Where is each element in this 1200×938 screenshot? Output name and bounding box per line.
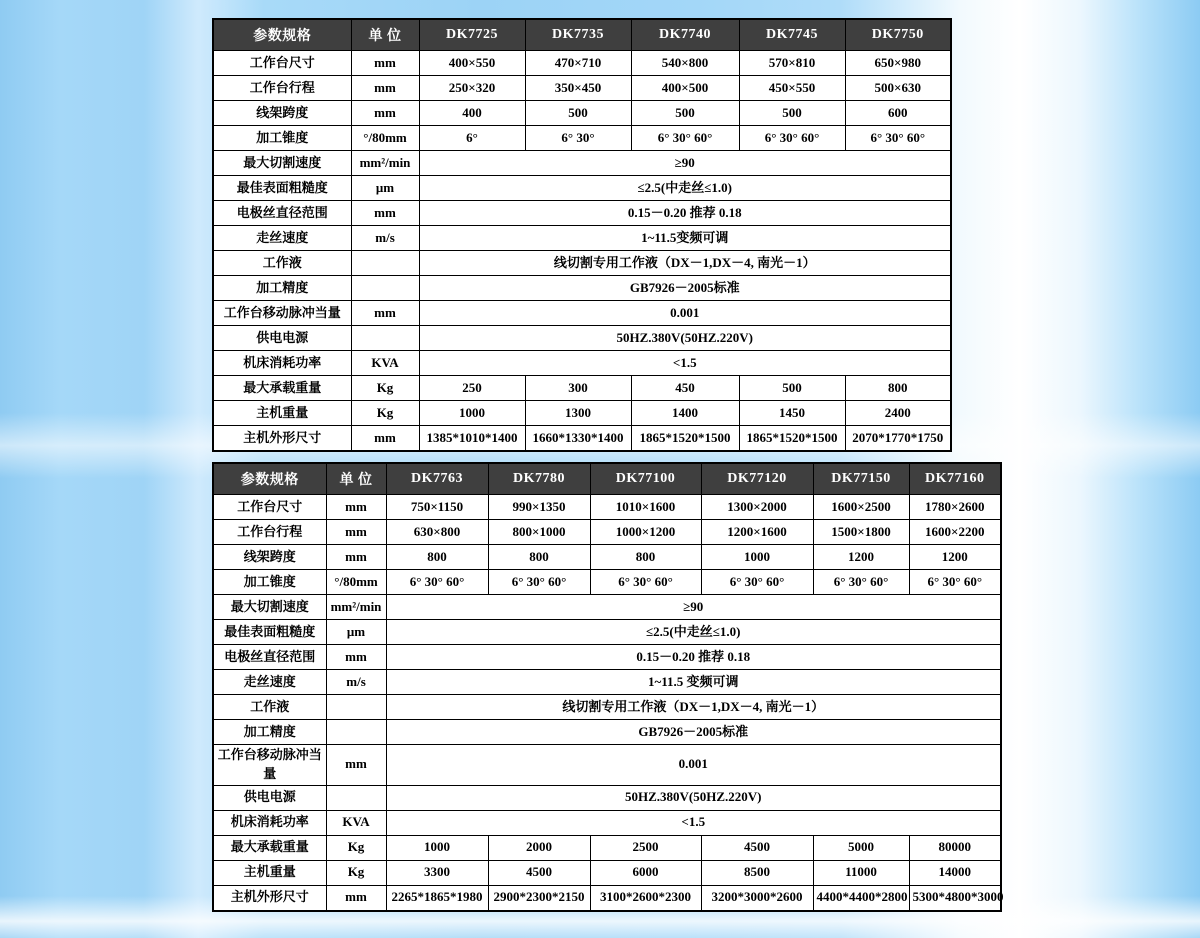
param-label-cell: 主机外形尺寸: [213, 426, 351, 452]
value-cell: 1010×1600: [590, 495, 701, 520]
value-cell: 2900*2300*2150: [488, 885, 590, 911]
model-header: DK7740: [631, 19, 739, 51]
model-header: DK77160: [909, 463, 1001, 495]
shared-value-cell: 0.15－0.20 推荐 0.18: [419, 201, 951, 226]
unit-cell: mm²/min: [326, 595, 386, 620]
value-cell: 500: [525, 101, 631, 126]
param-label-cell: 走丝速度: [213, 670, 326, 695]
unit-cell: mm: [351, 301, 419, 326]
param-label-cell: 主机外形尺寸: [213, 885, 326, 911]
spec-row: [213, 810, 1001, 835]
unit-cell: Kg: [351, 401, 419, 426]
value-cell: 6° 30° 60°: [909, 570, 1001, 595]
spec-row: [213, 570, 1001, 595]
value-cell: 6° 30° 60°: [845, 126, 951, 151]
value-cell: 600: [845, 101, 951, 126]
param-spec-header: 参数规格: [213, 463, 326, 495]
value-cell: 800: [386, 545, 488, 570]
value-cell: 6° 30° 60°: [590, 570, 701, 595]
unit-cell: mm²/min: [351, 151, 419, 176]
param-label-cell: 机床消耗功率: [213, 351, 351, 376]
value-cell: 1450: [739, 401, 845, 426]
unit-header: 单 位: [351, 19, 419, 51]
spec-row: [213, 251, 951, 276]
value-cell: 800: [845, 376, 951, 401]
shared-value-cell: ≥90: [419, 151, 951, 176]
param-spec-header: 参数规格: [213, 19, 351, 51]
spec-row: [213, 426, 951, 452]
value-cell: 1200×1600: [701, 520, 813, 545]
value-cell: 400: [419, 101, 525, 126]
spec-row: [213, 860, 1001, 885]
shared-value-cell: 0.001: [419, 301, 951, 326]
unit-cell: Kg: [326, 835, 386, 860]
value-cell: 800: [590, 545, 701, 570]
param-label-cell: 供电电源: [213, 326, 351, 351]
unit-cell: KVA: [351, 351, 419, 376]
value-cell: 4400*4400*2800: [813, 885, 909, 911]
param-label-cell: 电极丝直径范围: [213, 201, 351, 226]
unit-cell: mm: [351, 101, 419, 126]
param-label-cell: 最佳表面粗糙度: [213, 176, 351, 201]
value-cell: 1300: [525, 401, 631, 426]
param-label-cell: 加工精度: [213, 276, 351, 301]
spec-row: [213, 326, 951, 351]
param-label-cell: 工作台尺寸: [213, 495, 326, 520]
value-cell: 3100*2600*2300: [590, 885, 701, 911]
value-cell: 6° 30° 60°: [739, 126, 845, 151]
spec-row: [213, 785, 1001, 810]
spec-row: [213, 695, 1001, 720]
spec-row: [213, 401, 951, 426]
unit-cell: mm: [351, 51, 419, 76]
unit-cell: m/s: [351, 226, 419, 251]
value-cell: 250: [419, 376, 525, 401]
unit-cell: mm: [326, 645, 386, 670]
value-cell: 1780×2600: [909, 495, 1001, 520]
value-cell: 5300*4800*3000: [909, 885, 1001, 911]
param-label-cell: 电极丝直径范围: [213, 645, 326, 670]
shared-value-cell: ≤2.5(中走丝≤1.0): [386, 620, 1001, 645]
value-cell: 500×630: [845, 76, 951, 101]
model-header: DK77100: [590, 463, 701, 495]
unit-cell: KVA: [326, 810, 386, 835]
unit-cell: Kg: [326, 860, 386, 885]
value-cell: 4500: [701, 835, 813, 860]
spec-row: [213, 720, 1001, 745]
unit-cell: [326, 720, 386, 745]
shared-value-cell: GB7926－2005标准: [386, 720, 1001, 745]
param-label-cell: 工作液: [213, 251, 351, 276]
model-header: DK7750: [845, 19, 951, 51]
param-label-cell: 机床消耗功率: [213, 810, 326, 835]
value-cell: 6000: [590, 860, 701, 885]
shared-value-cell: ≤2.5(中走丝≤1.0): [419, 176, 951, 201]
spec-row: [213, 545, 1001, 570]
value-cell: 6° 30° 60°: [488, 570, 590, 595]
model-header: DK7780: [488, 463, 590, 495]
model-header: DK77150: [813, 463, 909, 495]
shared-value-cell: 50HZ.380V(50HZ.220V): [419, 326, 951, 351]
value-cell: 750×1150: [386, 495, 488, 520]
unit-cell: mm: [326, 745, 386, 786]
param-label-cell: 最大切割速度: [213, 595, 326, 620]
spec-row: [213, 76, 951, 101]
spec-row: [213, 226, 951, 251]
unit-header: 单 位: [326, 463, 386, 495]
value-cell: 8500: [701, 860, 813, 885]
value-cell: 2000: [488, 835, 590, 860]
spec-row: [213, 835, 1001, 860]
unit-cell: mm: [351, 76, 419, 101]
unit-cell: [351, 251, 419, 276]
value-cell: 1385*1010*1400: [419, 426, 525, 452]
spec-row: [213, 376, 951, 401]
spec-row: [213, 151, 951, 176]
spec-row: [213, 301, 951, 326]
spec-table-large-models: [212, 462, 1002, 912]
spec-row: [213, 495, 1001, 520]
unit-cell: °/80mm: [326, 570, 386, 595]
value-cell: 1600×2200: [909, 520, 1001, 545]
value-cell: 500: [739, 101, 845, 126]
spec-row: [213, 670, 1001, 695]
value-cell: 1200: [909, 545, 1001, 570]
spec-row: [213, 595, 1001, 620]
value-cell: 1660*1330*1400: [525, 426, 631, 452]
value-cell: 1865*1520*1500: [739, 426, 845, 452]
value-cell: 300: [525, 376, 631, 401]
value-cell: 1000×1200: [590, 520, 701, 545]
param-label-cell: 工作台移动脉冲当量: [213, 301, 351, 326]
unit-cell: mm: [351, 426, 419, 452]
unit-cell: [326, 695, 386, 720]
spec-row: [213, 620, 1001, 645]
spec-row: [213, 645, 1001, 670]
value-cell: 4500: [488, 860, 590, 885]
value-cell: 630×800: [386, 520, 488, 545]
param-label-cell: 主机重量: [213, 860, 326, 885]
value-cell: 540×800: [631, 51, 739, 76]
spec-row: [213, 520, 1001, 545]
unit-cell: [351, 276, 419, 301]
value-cell: 500: [631, 101, 739, 126]
value-cell: 3200*3000*2600: [701, 885, 813, 911]
spec-row: [213, 745, 1001, 786]
param-label-cell: 工作台移动脉冲当量: [213, 745, 326, 786]
model-header: DK7745: [739, 19, 845, 51]
value-cell: 6° 30° 60°: [701, 570, 813, 595]
value-cell: 1000: [701, 545, 813, 570]
value-cell: 350×450: [525, 76, 631, 101]
value-cell: 470×710: [525, 51, 631, 76]
spec-table-small-models: [212, 18, 952, 452]
value-cell: 6° 30° 60°: [813, 570, 909, 595]
unit-cell: m/s: [326, 670, 386, 695]
value-cell: 800×1000: [488, 520, 590, 545]
value-cell: 2265*1865*1980: [386, 885, 488, 911]
value-cell: 450: [631, 376, 739, 401]
shared-value-cell: <1.5: [419, 351, 951, 376]
model-header: DK7735: [525, 19, 631, 51]
spec-row: [213, 201, 951, 226]
param-label-cell: 加工锥度: [213, 570, 326, 595]
param-label-cell: 走丝速度: [213, 226, 351, 251]
shared-value-cell: 线切割专用工作液（DX－1,DX－4, 南光－1）: [419, 251, 951, 276]
spec-row: [213, 885, 1001, 911]
value-cell: 3300: [386, 860, 488, 885]
unit-cell: mm: [326, 520, 386, 545]
shared-value-cell: 0.15－0.20 推荐 0.18: [386, 645, 1001, 670]
unit-cell: mm: [326, 885, 386, 911]
param-label-cell: 最大承载重量: [213, 376, 351, 401]
spec-row: [213, 126, 951, 151]
shared-value-cell: ≥90: [386, 595, 1001, 620]
param-label-cell: 线架跨度: [213, 545, 326, 570]
param-label-cell: 工作台行程: [213, 520, 326, 545]
unit-cell: [326, 785, 386, 810]
param-label-cell: 线架跨度: [213, 101, 351, 126]
model-header: DK7725: [419, 19, 525, 51]
unit-cell: mm: [326, 545, 386, 570]
param-label-cell: 最大切割速度: [213, 151, 351, 176]
param-label-cell: 最佳表面粗糙度: [213, 620, 326, 645]
value-cell: 1300×2000: [701, 495, 813, 520]
value-cell: 2070*1770*1750: [845, 426, 951, 452]
spec-row: [213, 51, 951, 76]
unit-cell: μm: [351, 176, 419, 201]
value-cell: 1400: [631, 401, 739, 426]
value-cell: 250×320: [419, 76, 525, 101]
value-cell: 1000: [386, 835, 488, 860]
value-cell: 6° 30° 60°: [386, 570, 488, 595]
unit-cell: mm: [326, 495, 386, 520]
spec-row: [213, 276, 951, 301]
value-cell: 500: [739, 376, 845, 401]
value-cell: 6°: [419, 126, 525, 151]
unit-cell: Kg: [351, 376, 419, 401]
value-cell: 6° 30°: [525, 126, 631, 151]
shared-value-cell: <1.5: [386, 810, 1001, 835]
value-cell: 650×980: [845, 51, 951, 76]
model-header: DK7763: [386, 463, 488, 495]
param-label-cell: 工作液: [213, 695, 326, 720]
shared-value-cell: 1~11.5变频可调: [419, 226, 951, 251]
value-cell: 400×550: [419, 51, 525, 76]
param-label-cell: 加工精度: [213, 720, 326, 745]
shared-value-cell: 线切割专用工作液（DX－1,DX－4, 南光－1）: [386, 695, 1001, 720]
value-cell: 11000: [813, 860, 909, 885]
value-cell: 80000: [909, 835, 1001, 860]
value-cell: 14000: [909, 860, 1001, 885]
spec-row: [213, 176, 951, 201]
value-cell: 1000: [419, 401, 525, 426]
param-label-cell: 供电电源: [213, 785, 326, 810]
param-label-cell: 最大承载重量: [213, 835, 326, 860]
value-cell: 1200: [813, 545, 909, 570]
header-row: [213, 19, 951, 51]
unit-cell: [351, 326, 419, 351]
unit-cell: μm: [326, 620, 386, 645]
shared-value-cell: 50HZ.380V(50HZ.220V): [386, 785, 1001, 810]
model-header: DK77120: [701, 463, 813, 495]
header-row: [213, 463, 1001, 495]
value-cell: 570×810: [739, 51, 845, 76]
value-cell: 1500×1800: [813, 520, 909, 545]
shared-value-cell: GB7926－2005标准: [419, 276, 951, 301]
value-cell: 800: [488, 545, 590, 570]
value-cell: 2400: [845, 401, 951, 426]
shared-value-cell: 0.001: [386, 745, 1001, 786]
shared-value-cell: 1~11.5 变频可调: [386, 670, 1001, 695]
value-cell: 5000: [813, 835, 909, 860]
param-label-cell: 工作台尺寸: [213, 51, 351, 76]
value-cell: 450×550: [739, 76, 845, 101]
spec-row: [213, 101, 951, 126]
value-cell: 2500: [590, 835, 701, 860]
param-label-cell: 工作台行程: [213, 76, 351, 101]
param-label-cell: 主机重量: [213, 401, 351, 426]
value-cell: 990×1350: [488, 495, 590, 520]
value-cell: 6° 30° 60°: [631, 126, 739, 151]
unit-cell: mm: [351, 201, 419, 226]
param-label-cell: 加工锥度: [213, 126, 351, 151]
value-cell: 400×500: [631, 76, 739, 101]
unit-cell: °/80mm: [351, 126, 419, 151]
value-cell: 1600×2500: [813, 495, 909, 520]
spec-row: [213, 351, 951, 376]
value-cell: 1865*1520*1500: [631, 426, 739, 452]
